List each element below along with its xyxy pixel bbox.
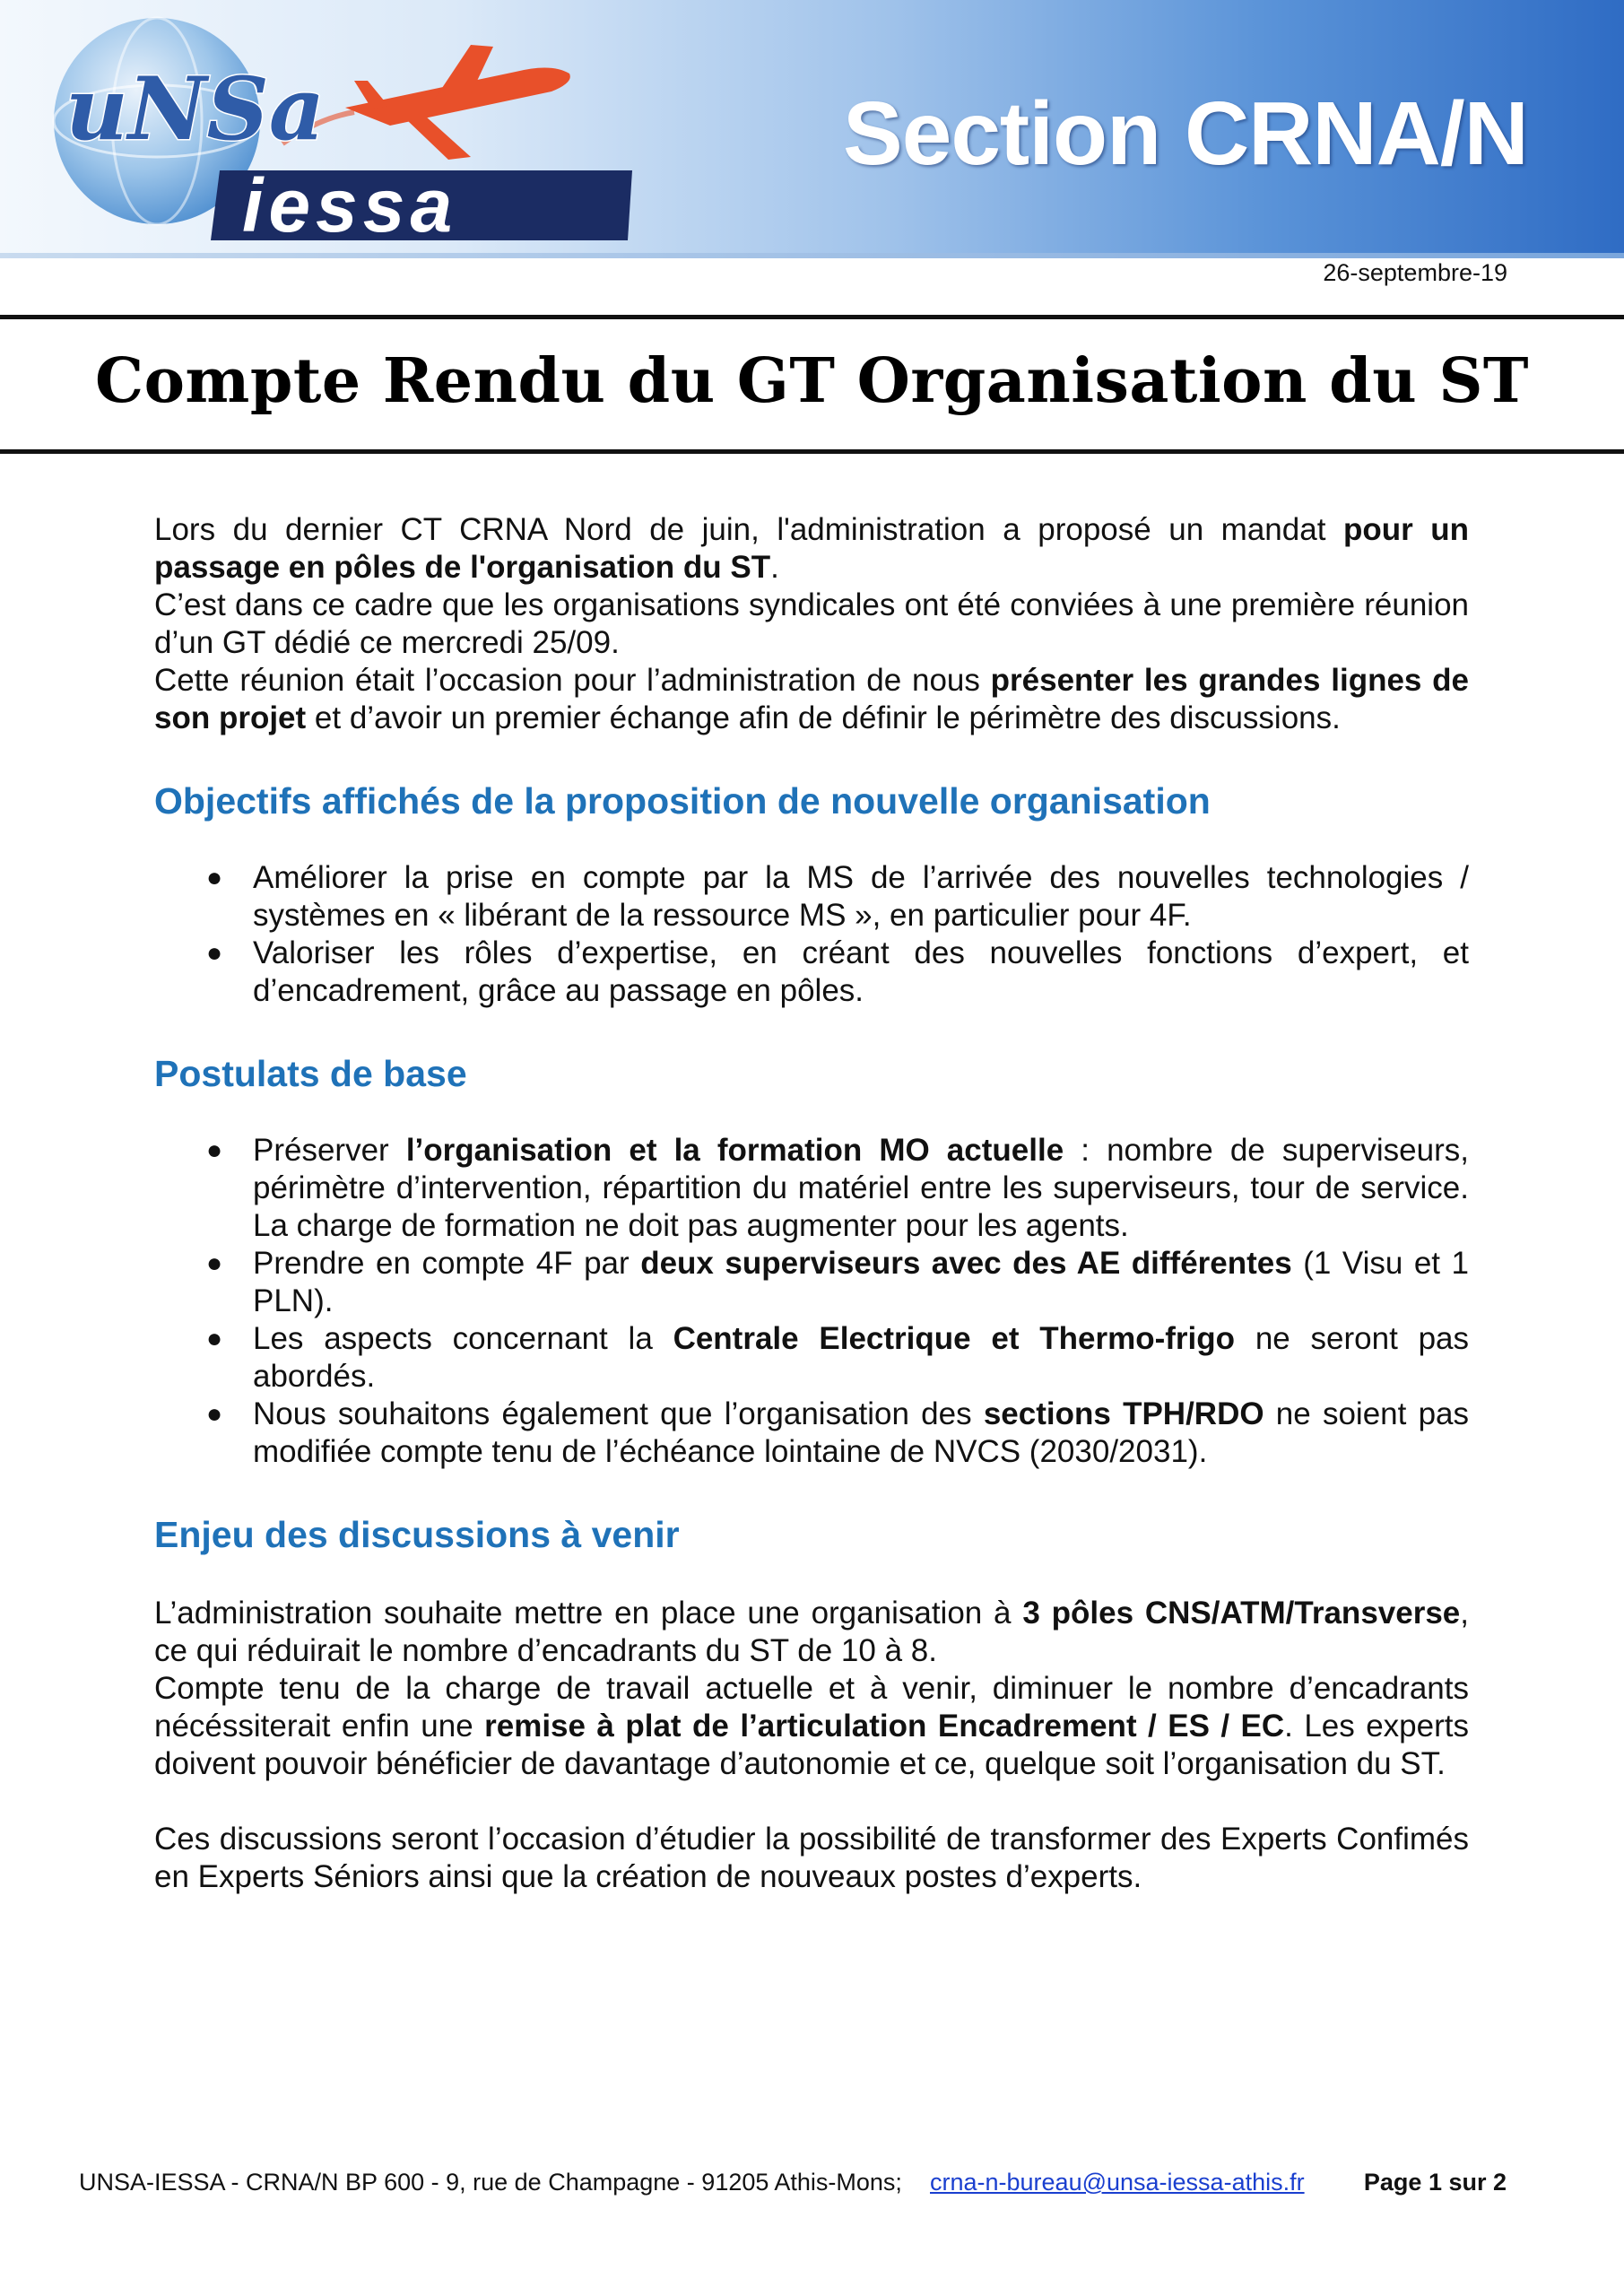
bullet-icon: ●: [206, 938, 223, 968]
banner-divider: [0, 253, 1624, 258]
logo-text-iessa: iessa: [242, 163, 458, 248]
enjeu-sentence: Ces discussions seront l’occasion d’étudier la possibilité de transformer des Experts Confimés en Experts Séniors ainsi que la création de nouveaux postes d’experts.: [154, 1822, 1469, 1894]
bullet-icon: ●: [206, 1324, 223, 1353]
objectifs-list: [154, 859, 1469, 1010]
intro-block: [154, 511, 1469, 737]
section-title: Section CRNA/N: [843, 83, 1528, 184]
bold-run: pour un passage en pôles de l'organisation du ST: [154, 512, 1469, 585]
list-item: ● Préserver l’organisation et la formation MO actuelle : nombre de superviseurs, périmètre d’intervention, répartition du matériel entre les superviseurs, tour de service. La charge de formation ne doit pas augmenter pour les agents.: [206, 1133, 1469, 1243]
bold-run: présenter les grandes lignes de son projet: [154, 663, 1469, 735]
footer-address: UNSA-IESSA - CRNA/N BP 600 - 9, rue de Champagne - 91205 Athis-Mons;: [79, 2169, 902, 2196]
header-banner: [0, 0, 1624, 258]
bold-run: remise à plat de l’articulation Encadrement / ES / EC: [484, 1709, 1285, 1744]
document-date: 26-septembre-19: [1323, 259, 1507, 286]
bullet-icon: ●: [206, 1399, 223, 1429]
enjeu-sentence: L’administration souhaite mettre en place une organisation à 3 pôles CNS/ATM/Transverse, ce qui réduirait le nombre d’encadrants du ST de 10 à 8.: [154, 1596, 1469, 1668]
bold-run: deux superviseurs avec des AE différentes: [640, 1246, 1292, 1281]
airplane-icon: [282, 45, 570, 160]
document-title: Compte Rendu du GT Organisation du ST: [94, 345, 1530, 417]
intro-paragraph: Lors du dernier CT CRNA Nord de juin, l'administration a proposé un mandat pour un passage en pôles de l'organisation du ST.: [154, 512, 1469, 585]
title-rule-top: [0, 315, 1624, 319]
list-item: ● Prendre en compte 4F par deux superviseurs avec des AE différentes (1 Visu et 1 PLN).: [206, 1246, 1469, 1318]
list-item: ● Valoriser les rôles d’expertise, en créant des nouvelles fonctions d’expert, et d’encadrement, grâce au passage en pôles.: [206, 935, 1469, 1008]
enjeu-paragraph-1: [154, 1595, 1469, 1783]
bullet-icon: ●: [206, 1248, 223, 1278]
list-item: ● Nous souhaitons également que l’organisation des sections TPH/RDO ne soient pas modifiée compte tenu de l’échéance lointaine de NVCS (2030/2031).: [206, 1396, 1469, 1469]
bullet-icon: ●: [206, 863, 223, 892]
logo-text-unsa: uNSa: [65, 58, 326, 160]
bold-run: Centrale Electrique et Thermo-frigo: [673, 1321, 1236, 1356]
page-number: Page 1 sur 2: [1363, 2169, 1507, 2196]
heading-postulats: Postulats de base: [154, 1053, 467, 1094]
bold-run: 3 pôles CNS/ATM/Transverse: [1022, 1596, 1461, 1631]
footer-email-link[interactable]: crna-n-bureau@unsa-iessa-athis.fr: [930, 2169, 1305, 2196]
bold-run: l’organisation et la formation MO actuelle: [405, 1133, 1064, 1168]
heading-objectifs: Objectifs affichés de la proposition de nouvelle organisation: [154, 780, 1211, 822]
enjeu-sentence: Compte tenu de la charge de travail actuelle et à venir, diminuer le nombre d’encadrants nécéssiterait enfin une remise à plat de l’articulation Encadrement / ES / EC. Les experts doivent pouvoir bénéficier de davantage d’autonomie et ce, quelque soit l’organisation du ST.: [154, 1671, 1469, 1781]
intro-paragraph: C’est dans ce cadre que les organisations syndicales ont été conviées à une première réunion d’un GT dédié ce mercredi 25/09.: [154, 587, 1469, 660]
intro-paragraph: Cette réunion était l’occasion pour l’administration de nous présenter les grandes lignes de son projet et d’avoir un premier échange afin de définir le périmètre des discussions.: [154, 663, 1469, 735]
list-item: ● Les aspects concernant la Centrale Electrique et Thermo-frigo ne seront pas abordés.: [206, 1321, 1470, 1394]
bold-run: sections TPH/RDO: [983, 1396, 1264, 1431]
document-body: [154, 511, 1469, 1896]
bullet-icon: ●: [206, 1135, 223, 1165]
postulats-list: [154, 1132, 1469, 1471]
enjeu-paragraph-2: [154, 1821, 1469, 1896]
heading-enjeu: Enjeu des discussions à venir: [154, 1514, 680, 1555]
unsa-iessa-logo: [49, 9, 659, 251]
title-rule-bottom: [0, 449, 1624, 454]
list-item: ● Améliorer la prise en compte par la MS de l’arrivée des nouvelles technologies / systèmes en « libérant de la ressource MS », en particulier pour 4F.: [206, 860, 1469, 933]
